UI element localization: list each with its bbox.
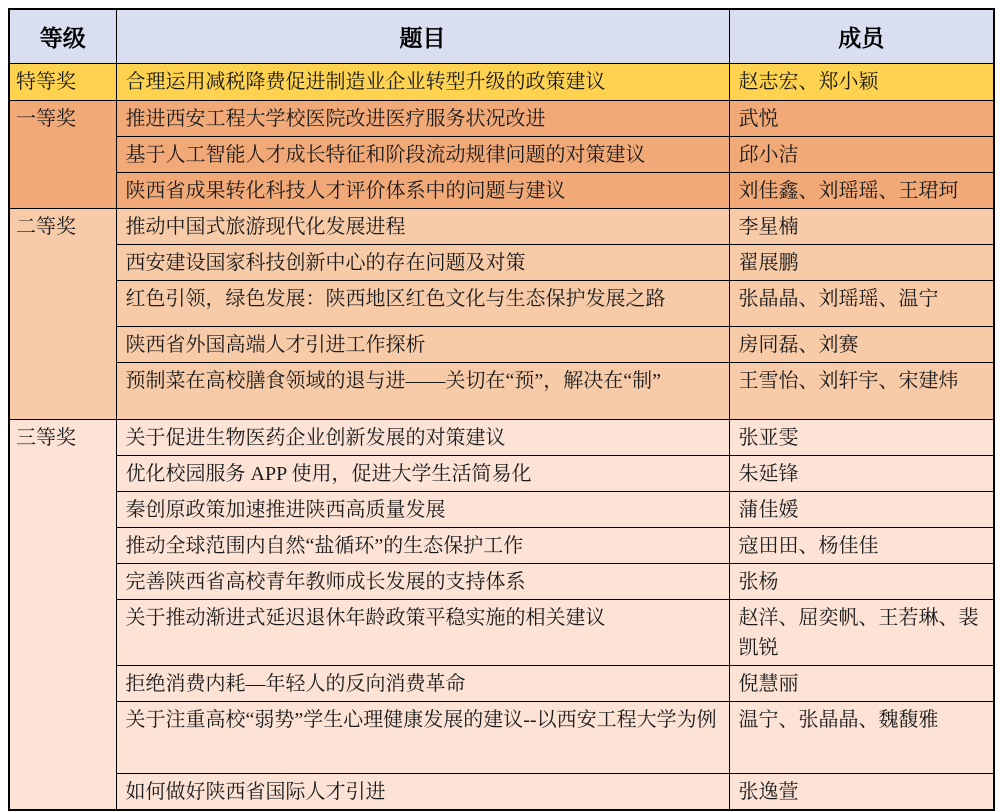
- title-cell: 基于人工智能人才成长特征和阶段流动规律问题的对策建议: [116, 136, 729, 172]
- title-cell: 陕西省外国高端人才引进工作探析: [116, 326, 729, 362]
- members-cell: 刘佳鑫、刘瑶瑶、王珺珂: [729, 172, 994, 208]
- members-cell: 张杨: [729, 563, 994, 599]
- title-cell: 预制菜在高校膳食领域的退与进——关切在“预”，解决在“制”: [116, 362, 729, 419]
- header-cell-grade: 等级: [9, 9, 116, 63]
- title-cell: 关于注重高校“弱势”学生心理健康发展的建议--以西安工程大学为例: [116, 701, 729, 773]
- table-row: [9, 172, 994, 208]
- header-cell-members: 成员: [729, 9, 994, 63]
- title-cell: 拒绝消费内耗—年轻人的反向消费革命: [116, 665, 729, 701]
- title-cell: 西安建设国家科技创新中心的存在问题及对策: [116, 244, 729, 280]
- table-row: [9, 419, 994, 455]
- title-cell: 红色引领，绿色发展：陕西地区红色文化与生态保护发展之路: [116, 280, 729, 326]
- title-cell: 关于促进生物医药企业创新发展的对策建议: [116, 419, 729, 455]
- members-cell: 翟展鹏: [729, 244, 994, 280]
- members-cell: 倪慧丽: [729, 665, 994, 701]
- title-cell: 推进西安工程大学校医院改进医疗服务状况改进: [116, 100, 729, 136]
- table-row: [9, 491, 994, 527]
- title-cell: 优化校园服务 APP 使用，促进大学生活简易化: [116, 455, 729, 491]
- awards-table: [8, 8, 995, 811]
- table-row: [9, 63, 994, 100]
- members-cell: 武悦: [729, 100, 994, 136]
- table-row: [9, 362, 994, 419]
- title-cell: 推动全球范围内自然“盐循环”的生态保护工作: [116, 527, 729, 563]
- members-cell: 赵洋、屈奕帆、王若琳、裴凯锐: [729, 599, 994, 665]
- table-row: [9, 136, 994, 172]
- header-cell-title: 题目: [116, 9, 729, 63]
- table-row: [9, 244, 994, 280]
- table-row: [9, 208, 994, 244]
- table-row: [9, 773, 994, 810]
- members-cell: 张晶晶、刘瑶瑶、温宁: [729, 280, 994, 326]
- table-header-row: [9, 9, 994, 63]
- members-cell: 房同磊、刘赛: [729, 326, 994, 362]
- table-row: [9, 599, 994, 665]
- members-cell: 张逸萱: [729, 773, 994, 810]
- members-cell: 蒲佳媛: [729, 491, 994, 527]
- table-row: [9, 100, 994, 136]
- members-cell: 朱延锋: [729, 455, 994, 491]
- members-cell: 寇田田、杨佳佳: [729, 527, 994, 563]
- table-row: [9, 527, 994, 563]
- grade-cell: 一等奖: [9, 100, 116, 208]
- table-row: [9, 280, 994, 326]
- members-cell: 温宁、张晶晶、魏馥雅: [729, 701, 994, 773]
- title-cell: 陕西省成果转化科技人才评价体系中的问题与建议: [116, 172, 729, 208]
- table-row: [9, 563, 994, 599]
- members-cell: 李星楠: [729, 208, 994, 244]
- title-cell: 推动中国式旅游现代化发展进程: [116, 208, 729, 244]
- title-cell: 完善陕西省高校青年教师成长发展的支持体系: [116, 563, 729, 599]
- grade-cell: 二等奖: [9, 208, 116, 419]
- table-row: [9, 326, 994, 362]
- grade-cell: 三等奖: [9, 419, 116, 810]
- table-row: [9, 665, 994, 701]
- title-cell: 关于推动渐进式延迟退休年龄政策平稳实施的相关建议: [116, 599, 729, 665]
- title-cell: 秦创原政策加速推进陕西高质量发展: [116, 491, 729, 527]
- title-cell: 如何做好陕西省国际人才引进: [116, 773, 729, 810]
- table-row: [9, 455, 994, 491]
- members-cell: 赵志宏、郑小颖: [729, 63, 994, 100]
- grade-cell: 特等奖: [9, 63, 116, 100]
- table-row: [9, 701, 994, 773]
- members-cell: 邱小洁: [729, 136, 994, 172]
- members-cell: 王雪怡、刘轩宇、宋建炜: [729, 362, 994, 419]
- members-cell: 张亚雯: [729, 419, 994, 455]
- title-cell: 合理运用减税降费促进制造业企业转型升级的政策建议: [116, 63, 729, 100]
